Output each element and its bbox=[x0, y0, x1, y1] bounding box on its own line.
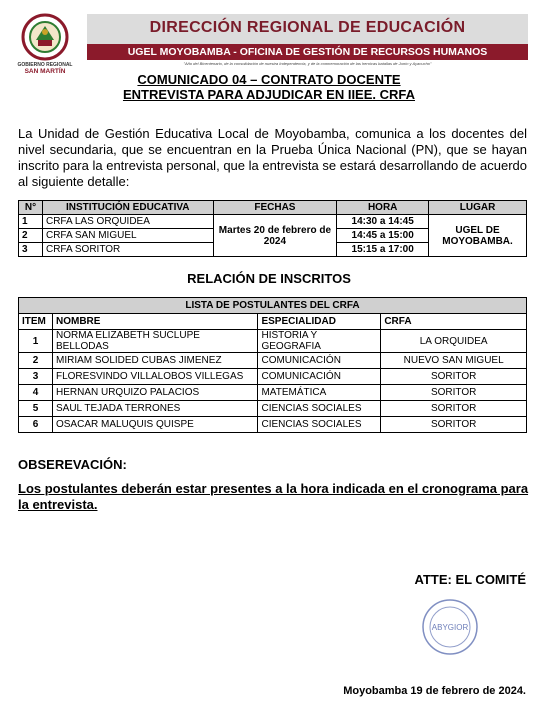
schedule-number: 2 bbox=[19, 229, 43, 243]
registrants-title: RELACIÓN DE INSCRITOS bbox=[187, 271, 351, 286]
applicant-specialty: COMUNICACIÓN bbox=[258, 369, 381, 385]
schedule-institution: CRFA SORITOR bbox=[42, 243, 213, 257]
signature-line: ATTE: EL COMITÉ bbox=[414, 572, 526, 587]
applicant-name: HERNAN URQUIZO PALACIOS bbox=[52, 385, 257, 401]
applicant-specialty: COMUNICACIÓN bbox=[258, 353, 381, 369]
schedule-header-institution: INSTITUCIÓN EDUCATIVA bbox=[42, 201, 213, 215]
applicant-item: 2 bbox=[19, 353, 53, 369]
communique-title: COMUNICADO 04 – CONTRATO DOCENTE bbox=[137, 72, 401, 87]
applicant-item: 4 bbox=[19, 385, 53, 401]
logo-caption-line1: GOBIERNO REGIONAL bbox=[17, 62, 73, 68]
table-row bbox=[19, 353, 527, 369]
table-row bbox=[19, 330, 527, 353]
applicant-name: NORMA ELIZABETH SUCLUPE BELLODAS bbox=[52, 330, 257, 353]
communique-subtitle: ENTREVISTA PARA ADJUDICAR EN IIEE. CRFA bbox=[122, 87, 416, 102]
applicant-specialty: HISTORIA Y GEOGRAFIA bbox=[258, 330, 381, 353]
applicants-caption-row bbox=[19, 298, 527, 314]
schedule-date: Martes 20 de febrero de 2024 bbox=[213, 215, 337, 257]
applicant-specialty: CIENCIAS SOCIALES bbox=[258, 401, 381, 417]
applicant-crfa: NUEVO SAN MIGUEL bbox=[381, 353, 527, 369]
applicant-crfa: LA ORQUIDEA bbox=[381, 330, 527, 353]
schedule-number: 1 bbox=[19, 215, 43, 229]
header-motto: "Año del Bicentenario, de la consolidación de nuestra Independencia, y de la conmemoración de las heroicas batallas de Junín y Ayacucho" bbox=[183, 61, 432, 66]
schedule-header-n: N° bbox=[19, 201, 43, 215]
committee-stamp bbox=[420, 597, 480, 657]
applicant-name: SAUL TEJADA TERRONES bbox=[52, 401, 257, 417]
applicant-name: MIRIAM SOLIDED CUBAS JIMENEZ bbox=[52, 353, 257, 369]
schedule-header-place: LUGAR bbox=[429, 201, 527, 215]
document-date: Moyobamba 19 de febrero de 2024. bbox=[343, 685, 526, 697]
applicant-name: FLORESVINDO VILLALOBOS VILLEGAS bbox=[52, 369, 257, 385]
table-row bbox=[19, 401, 527, 417]
schedule-header-dates: FECHAS bbox=[213, 201, 337, 215]
applicant-crfa: SORITOR bbox=[381, 369, 527, 385]
regional-government-logo bbox=[16, 12, 74, 62]
applicant-specialty: CIENCIAS SOCIALES bbox=[258, 417, 381, 433]
intro-paragraph: La Unidad de Gestión Educativa Local de Moyobamba, comunica a los docentes del nivel secundaria, que se encuentran en la Prueba Única Nacional (PN), que se hayan inscrito para la entrevista personal, que la entrevista se estará desarrollando de acuerdo al siguiente detalle: bbox=[18, 126, 527, 189]
applicant-item: 3 bbox=[19, 369, 53, 385]
applicant-item: 1 bbox=[19, 330, 53, 353]
schedule-time: 14:30 a 14:45 bbox=[337, 215, 429, 229]
observation-label: OBSEREVACIÓN: bbox=[18, 457, 127, 472]
applicant-crfa: SORITOR bbox=[381, 385, 527, 401]
applicant-specialty: MATEMÁTICA bbox=[258, 385, 381, 401]
header-subtitle: UGEL MOYOBAMBA - OFICINA DE GESTIÓN DE RECURSOS HUMANOS bbox=[127, 46, 488, 58]
applicants-header-name: NOMBRE bbox=[52, 314, 257, 330]
schedule-time: 14:45 a 15:00 bbox=[337, 229, 429, 243]
schedule-institution: CRFA SAN MIGUEL bbox=[42, 229, 213, 243]
table-row bbox=[19, 369, 527, 385]
table-row bbox=[19, 417, 527, 433]
applicant-crfa: SORITOR bbox=[381, 417, 527, 433]
observation-text: Los postulantes deberán estar presentes a la hora indicada en el cronograma para la entrevista. bbox=[18, 481, 529, 512]
applicants-header-specialty: ESPECIALIDAD bbox=[258, 314, 381, 330]
schedule-table bbox=[18, 200, 527, 257]
table-row bbox=[19, 385, 527, 401]
applicants-header-item: ITEM bbox=[19, 314, 53, 330]
schedule-row bbox=[19, 215, 527, 229]
schedule-number: 3 bbox=[19, 243, 43, 257]
applicant-crfa: SORITOR bbox=[381, 401, 527, 417]
applicants-table bbox=[18, 297, 527, 433]
schedule-institution: CRFA LAS ORQUIDEA bbox=[42, 215, 213, 229]
header-title: DIRECCIÓN REGIONAL DE EDUCACIÓN bbox=[149, 19, 466, 36]
schedule-header-row bbox=[19, 201, 527, 215]
applicants-caption: LISTA DE POSTULANTES DEL CRFA bbox=[19, 298, 527, 314]
schedule-time: 15:15 a 17:00 bbox=[337, 243, 429, 257]
logo-caption-line2: SAN MARTÍN bbox=[24, 68, 66, 75]
schedule-place: UGEL DE MOYOBAMBA. bbox=[429, 215, 527, 257]
applicant-item: 6 bbox=[19, 417, 53, 433]
applicants-header-row bbox=[19, 314, 527, 330]
schedule-header-time: HORA bbox=[337, 201, 429, 215]
applicant-name: OSACAR MALUQUIS QUISPE bbox=[52, 417, 257, 433]
applicant-item: 5 bbox=[19, 401, 53, 417]
applicants-header-crfa: CRFA bbox=[381, 314, 527, 330]
stamp-text: ABYGIOR bbox=[431, 623, 469, 632]
